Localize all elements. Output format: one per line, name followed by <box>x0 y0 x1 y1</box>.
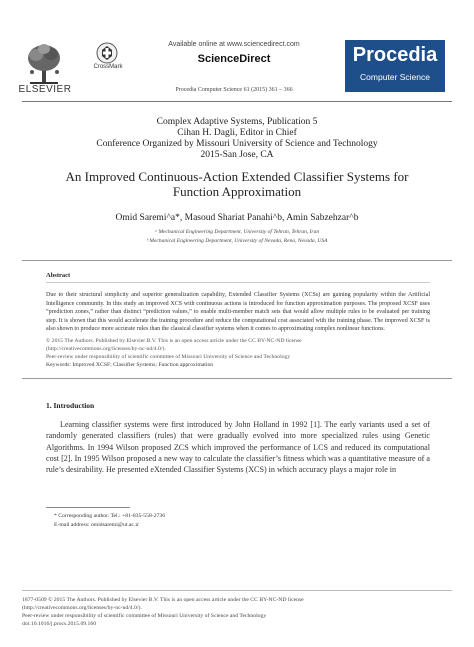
abstract-top-rule <box>22 260 452 261</box>
introduction-body: Learning classifier systems were first introduced by John Holland in 1992 [1]. The early variants used a set of randomly generated classifiers (rules) that were gradually evolved into more specialized rules using Genetic Algorithms. In 1994 Wilson proposed ZCS which improved the performance of LCS and reduced its computational cost [2]. In 1995 Wilson proposed a new way to calculate the classifier’s fitness which was a quantitative measure of a rule’s desirability. He presented eXtended Classifier Systems (XCS) in which accuracy plays a major role in <box>46 420 430 475</box>
crossmark-label: CrossMark <box>93 64 123 70</box>
footer-license-link[interactable]: (http://creativecommons.org/licenses/by-nc-nd/4.0/). <box>22 605 142 611</box>
paper-title-line: Function Approximation <box>172 184 302 199</box>
corresponding-author: * Corresponding author. Tel.: +81-835-558-2736 <box>54 513 166 519</box>
elsevier-logo-icon <box>22 42 66 88</box>
copyright-line: © 2015 The Authors. Published by Elsevier B.V. This is an open access article under the CC BY-NC-ND license <box>46 338 302 344</box>
abstract-heading: Abstract <box>46 272 71 279</box>
conference-line: 2015-San Jose, CA <box>200 150 274 160</box>
crossmark-icon[interactable] <box>96 42 118 64</box>
publisher-logo-text: ELSEVIER <box>18 84 72 95</box>
author-email: E-mail address: omidsaremi@ut.ac.ir <box>54 522 139 528</box>
paper-authors: Omid Saremi^a*, Masoud Shariat Panahi^b, Amin Sabzehzar^b <box>115 213 359 223</box>
footer-line: Peer-review under responsibility of scientific committee of Missouri University of Science and Technology <box>22 613 267 619</box>
affiliation-b: ᵇ Mechanical Engineering Department, University of Nevada, Reno, Nevada, USA <box>146 238 328 244</box>
available-online-text: Available online at www.sciencedirect.com <box>168 41 300 48</box>
doi-link[interactable]: doi:10.1016/j.procs.2015.09.160 <box>22 621 97 627</box>
paper-title <box>22 169 452 199</box>
footer-line: 1877-0509 © 2015 The Authors. Published by Elsevier B.V. This is an open access article under the CC BY-NC-ND license <box>22 597 304 603</box>
sciencedirect-wordmark: ScienceDirect <box>197 53 271 65</box>
introduction-heading: 1. Introduction <box>46 401 95 410</box>
conference-line: Complex Adaptive Systems, Publication 5 <box>156 117 318 127</box>
license-link[interactable]: (http://creativecommons.org/licenses/by-nc-nd/4.0/). <box>46 346 166 352</box>
affiliation-a: ᵃ Mechanical Engineering Department, University of Tehran, Tehran, Iran <box>154 229 320 235</box>
footnote-divider <box>46 507 130 508</box>
abstract-heading-rule <box>46 282 430 283</box>
procedia-subtitle: Computer Science <box>360 72 430 82</box>
abstract-body: Due to their structural simplicity and superior generalization capability, Extended Classifier Systems (XCSs) are gaining popularity within the Artificial Intelligence community. In this study an improved XCS with continuous actions is introduced for function approximation purposes. The proposed XCSF uses “prediction zones,” rather than distinct “prediction values,” to enable multi-member match sets that would allow multiple rules to be evaluated per training step. It is shown that this would accelerate the training procedure and reduce the computational cost associated with the training phase. The improved XCSF is also shown to produce more accurate rules than the classical classifier systems when it comes to approximating complex nonlinear functions. <box>46 292 430 333</box>
keywords-line: Keywords: Improved XCSF; Classifier Systems; Function approximation <box>46 362 214 368</box>
peer-review-line: Peer-review under responsibility of scientific committee of Missouri University of Science and Technology <box>46 354 291 360</box>
procedia-title: Procedia <box>352 44 438 66</box>
header-divider <box>22 101 452 102</box>
paper-title-line: An Improved Continuous-Action Extended Classifier Systems for <box>65 169 409 184</box>
conference-line: Conference Organized by Missouri University of Science and Technology <box>96 139 378 149</box>
journal-reference: Procedia Computer Science 61 (2015) 361 – 366 <box>175 87 293 93</box>
abstract-bottom-rule <box>22 378 452 379</box>
footer-rule <box>22 590 452 591</box>
conference-line: Cihan H. Dagli, Editor in Chief <box>177 128 297 138</box>
